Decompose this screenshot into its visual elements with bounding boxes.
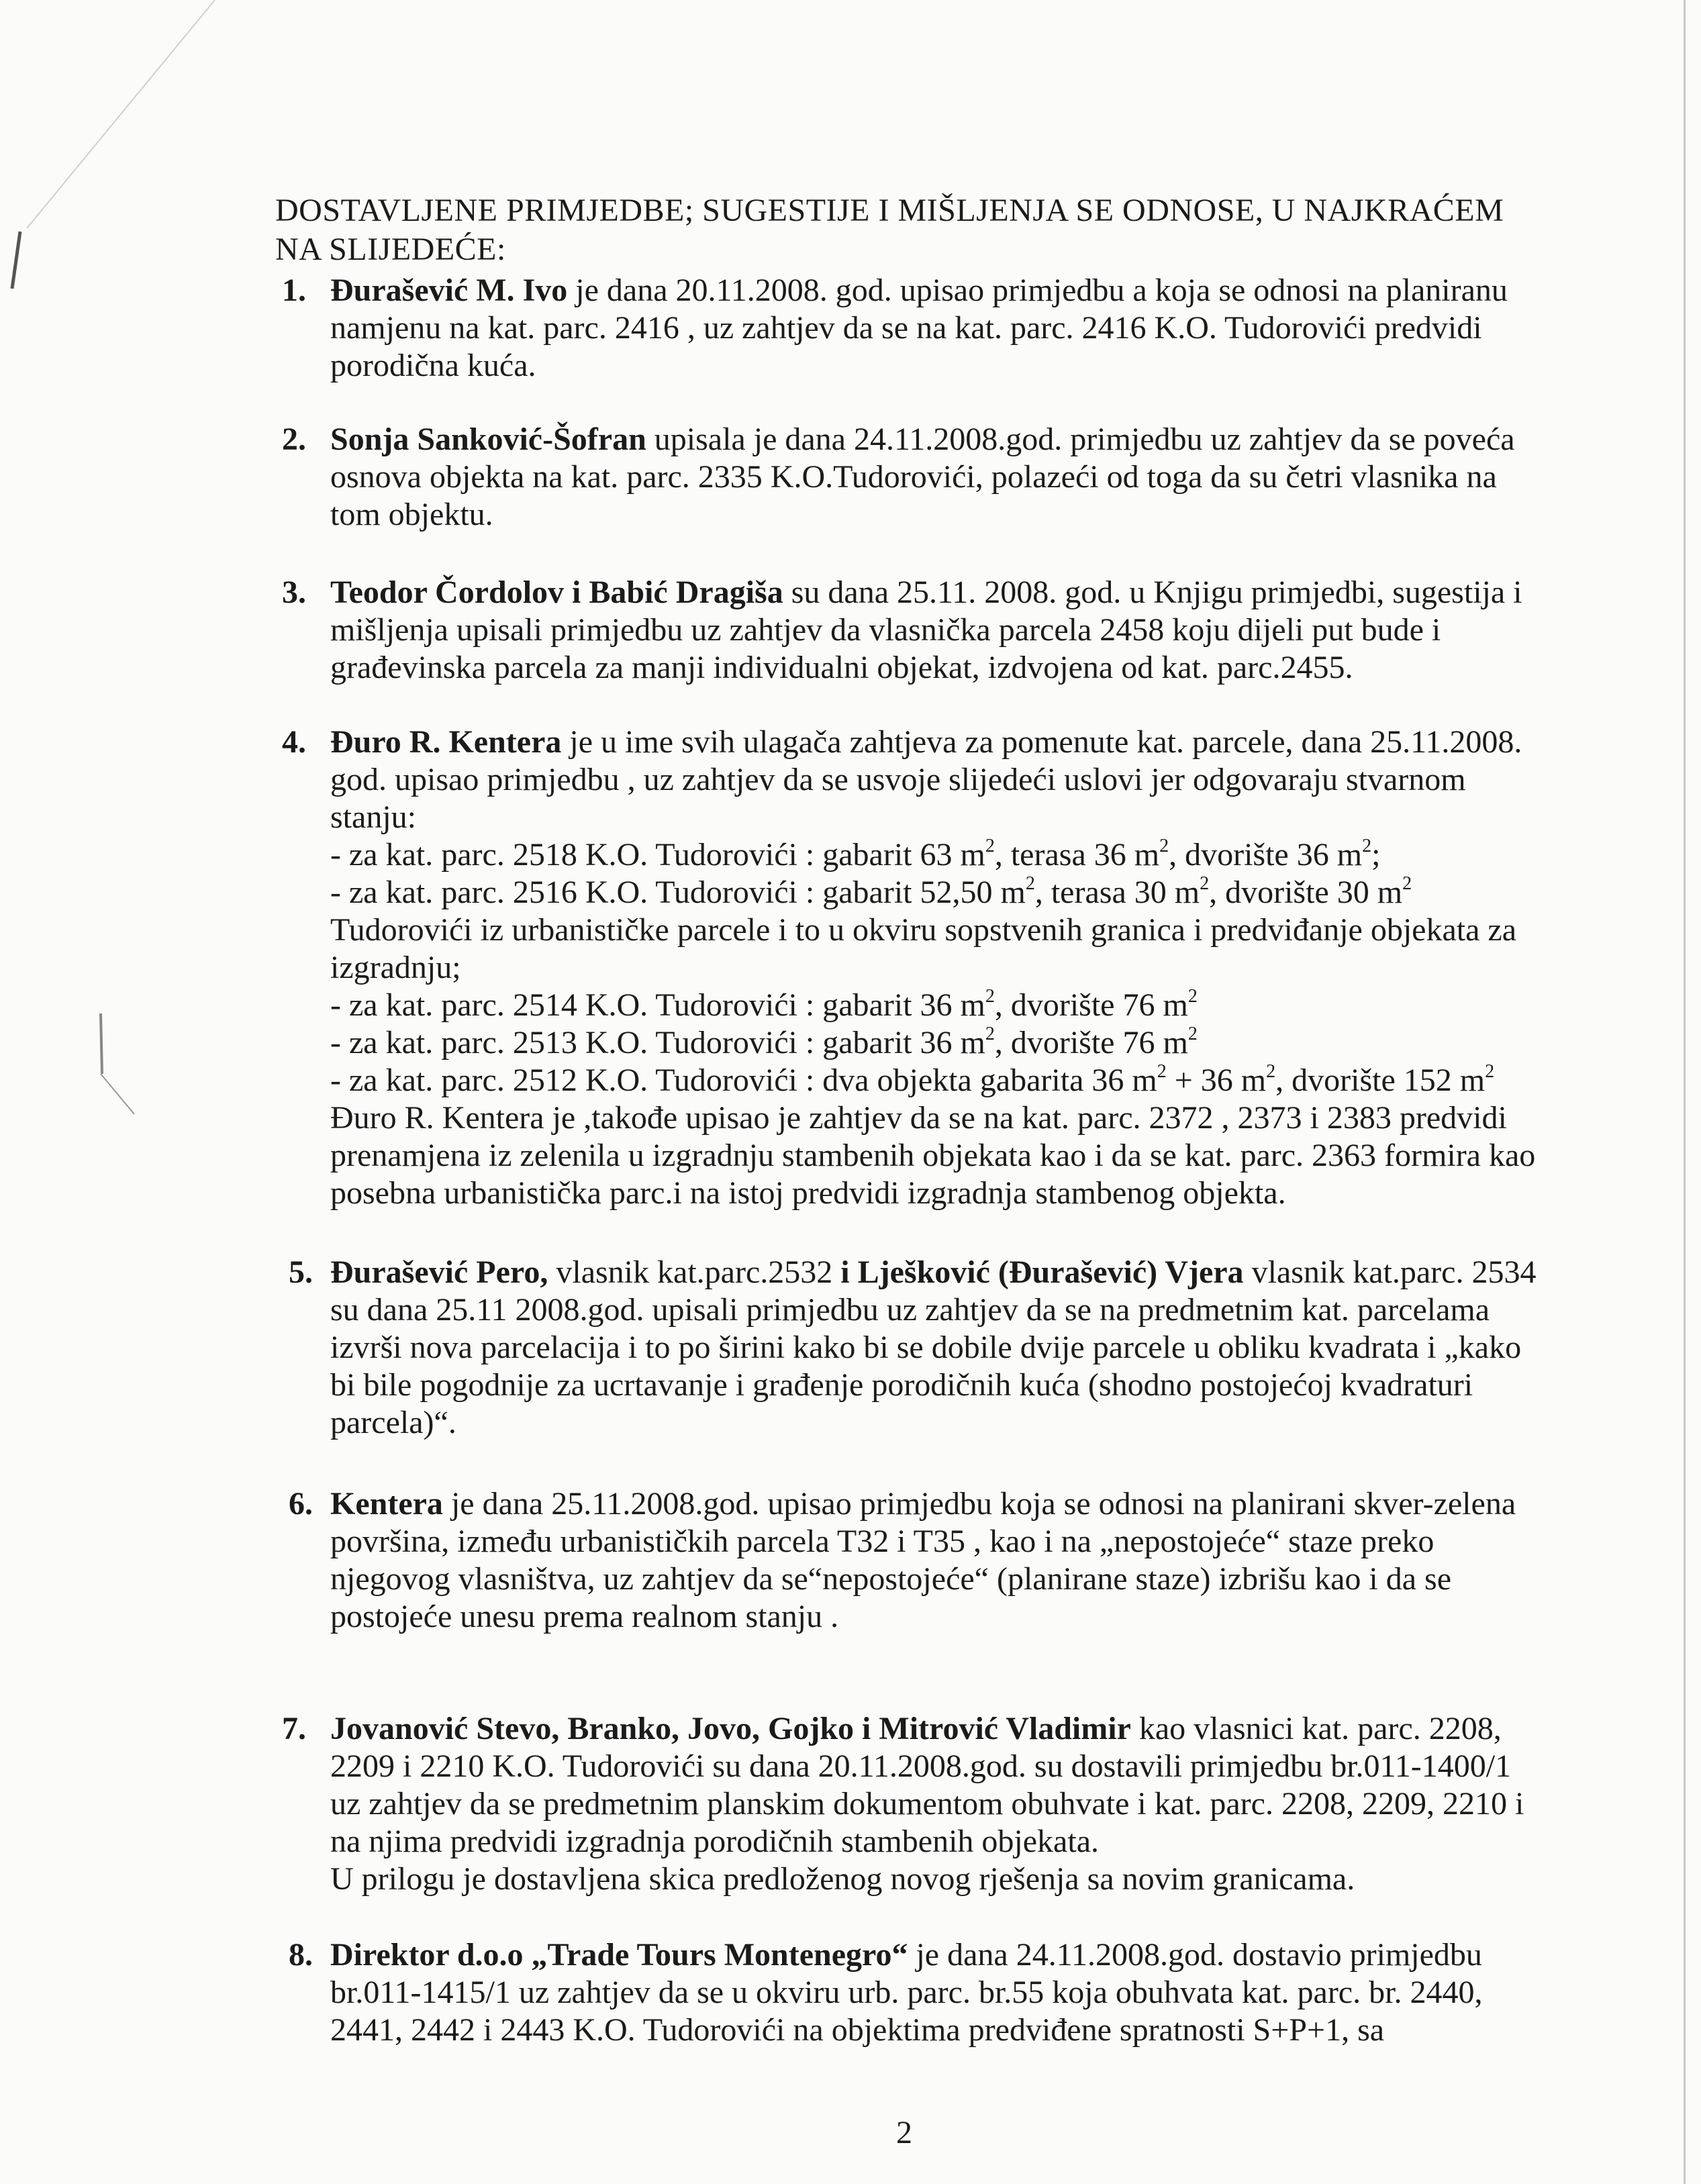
item-number: 3.	[282, 575, 306, 610]
item-author: Đurašević M. Ivo	[330, 272, 568, 308]
page-number: 2	[896, 2115, 912, 2150]
item-author: Kentera	[330, 1486, 443, 1522]
list-item-5: 5. Đurašević Pero, vlasnik kat.parc.2532 i Lješković (Đurašević) Vjera vlasnik kat.parc. 2534 su dana 25.11 2008.god. upisali primjedbu uz zahtjev da se na predmetnim kat. parcelama izvrši nova parcelacija i to po širini kako bi se dobile dvije parcele u obliku kvadrata i „kako bi bile pogodnije za ucrtavanje i građenje porodičnih kuća (shodno postojećoj kvadraturi parcela)“.	[289, 1254, 1537, 1440]
heading-line-2: NA SLIJEDEĆE:	[275, 232, 506, 267]
item-author: Đurašević Pero,	[330, 1254, 548, 1290]
list-item-4: 4. Đuro R. Kentera je u ime svih ulagača zahtjeva za pomenute kat. parcele, dana 25.11.2008. god. upisao primjedbu , uz zahtjev da se usvoje slijedeći uslovi jer odgovaraju stvarnom stanju: - za kat. parc. 2518 K.O. Tudorovići : gabarit 63 $m^2$, terasa 36 $m^2$, dvorište 36 $m^2$; - za kat. parc. 2516 K.O. Tudorovići : gabarit 52,50 $m^2$, terasa 30 $m^2$, dvorište 30 $m^2$ Tudorovići iz urbanističke parcele i to u okviru sopstvenih granica i predviđanje objekata za izgradnju; - za kat. parc. 2514 K.O. Tudorovići : gabarit 36 $m^2$, dvorište 76 $m^2$ - za kat. parc. 2513 K.O. Tudorovići : gabarit 36 $m^2$, dvorište 76 $m^2$ - za kat. parc. 2512 K.O. Tudorovići : dva objekta gabarita 36 $m^2 + 36$ $m^2$, dvorište 152 $m^2$ Đuro R. Kentera je ,takođe upisao je zahtjev da se na kat. parc. 2372 , 2373 i 2383 predvidi prenamjena iz zelenila u izgradnju stambenih objekata kao i da se kat. parc. 2363 formira kao posebna urbanistička parc.i na istoj predvidi izgradnja stambenog objekta.	[282, 724, 1536, 1211]
list-item-1: 1. Đurašević M. Ivo je dana 20.11.2008. god. upisao primjedbu a koja se odnosi na planiranu namjenu na kat. parc. 2416 , uz zahtjev da se na kat. parc. 2416 K.O. Tudorovići predvidi porodična kuća.	[282, 272, 1508, 383]
item-number: 6.	[289, 1486, 313, 1522]
item-author-2: i Lješković (Đurašević) Vjera	[840, 1254, 1244, 1290]
document-heading	[275, 191, 1551, 269]
heading-line-1: DOSTAVLJENE PRIMJEDBE; SUGESTIJE I MIŠLJENJA SE ODNOSE, U NAJKRAĆEM	[275, 193, 1504, 228]
list-item-6: 6. Kentera je dana 25.11.2008.god. upisao primjedbu koja se odnosi na planirani skver-zelena površina, između urbanističkih parcela T32 i T35 , kao i na „nepostojeće“ staze preko njegovog vlasništva, uz zahtjev da se“nepostojeće“ (planirane staze) izbrišu kao i da se postojeće unesu prema realnom stanju .	[289, 1486, 1516, 1634]
list-item-2: 2. Sonja Sanković-Šofran upisala je dana 24.11.2008.god. primjedbu uz zahtjev da se poveća osnova objekta na kat. parc. 2335 K.O.Tudorovići, polazeći od toga da su četri vlasnika na tom objektu.	[282, 421, 1515, 532]
list-item-3: 3. Teodor Čordolov i Babić Dragiša su dana 25.11. 2008. god. u Knjigu primjedbi, sugestija i mišljenja upisali primjedbu uz zahtjev da vlasnička parcela 2458 koju dijeli put bude i građevinska parcela za manji individualni objekat, izdvojena od kat. parc.2455.	[282, 575, 1522, 685]
item-number: 8.	[289, 1937, 313, 1973]
item-number: 5.	[289, 1254, 313, 1290]
item-number: 1.	[282, 272, 306, 308]
margin-mark	[81, 1007, 161, 1128]
list-item-8: 8. Direktor d.o.o „Trade Tours Montenegro“ je dana 24.11.2008.god. dostavio primjedbu br.011-1415/1 uz zahtjev da se u okviru urb. parc. br.55 koja obuhvata kat. parc. br. 2440, 2441, 2442 i 2443 K.O. Tudorovići na objektima predviđene spratnosti S+P+1, sa	[289, 1937, 1483, 2048]
item-author: Jovanović Stevo, Branko, Jovo, Gojko i Mitrović Vladimir	[330, 1711, 1131, 1746]
scan-corner-mark	[0, 0, 242, 336]
item-author: Direktor d.o.o „Trade Tours Montenegro“	[330, 1937, 908, 1973]
item-number: 4.	[282, 724, 306, 760]
list-item-7: 7. Jovanović Stevo, Branko, Jovo, Gojko i Mitrović Vladimir kao vlasnici kat. parc. 2208, 2209 i 2210 K.O. Tudorovići su dana 20.11.2008.god. su dostavili primjedbu br.011-1400/1 uz zahtjev da se predmetnim planskim dokumentom obuhvate i kat. parc. 2208, 2209, 2210 i na njima predvidi izgradnja porodičnih stambenih objekata. U prilogu je dostavljena skica predloženog novog rješenja sa novim granicama.	[282, 1711, 1524, 1897]
item-number: 7.	[282, 1711, 306, 1746]
item-author: Teodor Čordolov i Babić Dragiša	[330, 575, 783, 610]
item-author: Sonja Sanković-Šofran	[330, 421, 646, 457]
item-number: 2.	[282, 421, 306, 457]
scan-edge-line	[1684, 0, 1686, 2184]
item-author: Đuro R. Kentera	[330, 724, 562, 760]
